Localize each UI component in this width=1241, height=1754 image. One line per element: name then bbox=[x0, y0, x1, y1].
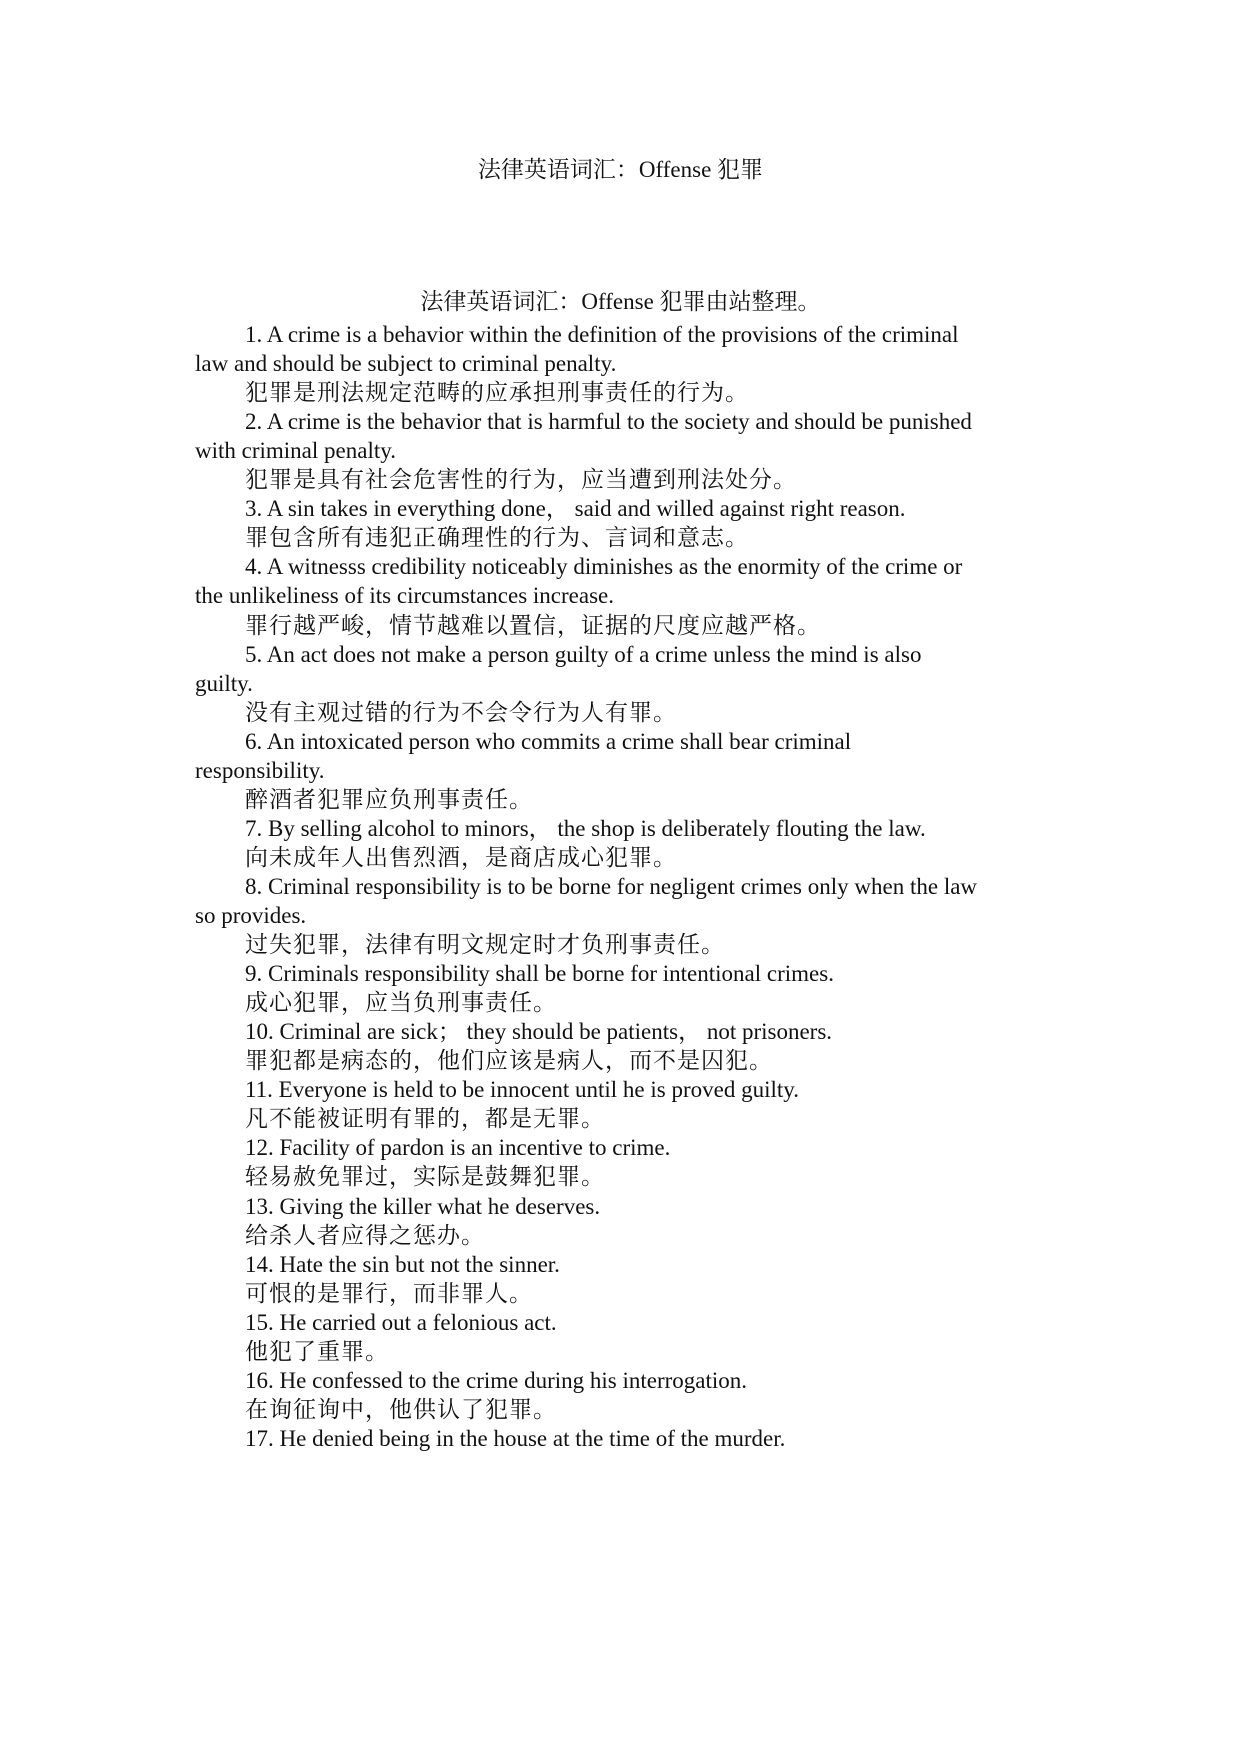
sentence-line: so provides. bbox=[195, 903, 307, 928]
sentence-line: 17. He denied being in the house at the time of the murder. bbox=[245, 1425, 786, 1451]
translation-line: 罪犯都是病态的，他们应该是病人，而不是囚犯。 bbox=[245, 1048, 773, 1074]
translation-line: 凡不能被证明有罪的，都是无罪。 bbox=[245, 1106, 605, 1132]
sentence-line: 11. Everyone is held to be innocent until he is proved guilty. bbox=[245, 1077, 800, 1103]
translation-line: 醉酒者犯罪应负刑事责任。 bbox=[245, 786, 533, 812]
sentence-line: 10. Criminal are sick； they should be patients， not prisoners. bbox=[245, 1019, 833, 1045]
sentence-line: with criminal penalty. bbox=[195, 438, 396, 464]
translation-line: 给杀人者应得之惩办。 bbox=[245, 1222, 485, 1248]
sentence-line: 1. A crime is a behavior within the definition of the provisions of the criminal bbox=[245, 322, 959, 347]
document-title: 法律英语词汇：Offense 犯罪 bbox=[477, 157, 764, 182]
sentence-line: 8. Criminal responsibility is to be borne for negligent crimes only when the law bbox=[245, 873, 978, 899]
translation-line: 过失犯罪，法律有明文规定时才负刑事责任。 bbox=[245, 932, 725, 958]
translation-line: 罪行越严峻，情节越难以置信，证据的尺度应越严格。 bbox=[245, 612, 821, 638]
sentence-line: 15. He carried out a felonious act. bbox=[245, 1309, 557, 1335]
translation-line: 他犯了重罪。 bbox=[245, 1338, 389, 1364]
sentence-line: 2. A crime is the behavior that is harmful to the society and should be punished bbox=[245, 409, 972, 435]
translation-line: 犯罪是具有社会危害性的行为，应当遭到刑法处分。 bbox=[245, 467, 797, 493]
sentence-line: the unlikeliness of its circumstances increase. bbox=[195, 583, 614, 609]
sentence-line: 6. An intoxicated person who commits a crime shall bear criminal bbox=[245, 728, 852, 754]
translation-line: 向未成年人出售烈酒，是商店成心犯罪。 bbox=[245, 844, 677, 870]
sentence-line: guilty. bbox=[195, 670, 253, 696]
translation-line: 罪包含所有违犯正确理性的行为、言词和意志。 bbox=[245, 525, 749, 551]
sentence-line: 5. An act does not make a person guilty of a crime unless the mind is also bbox=[245, 641, 922, 667]
sentence-line: 16. He confessed to the crime during his interrogation. bbox=[245, 1367, 748, 1393]
translation-line: 成心犯罪，应当负刑事责任。 bbox=[245, 990, 557, 1016]
sentence-line: 12. Facility of pardon is an incentive to crime. bbox=[245, 1135, 671, 1161]
sentence-line: 3. A sin takes in everything done， said and willed against right reason. bbox=[245, 496, 906, 522]
sentence-line: 13. Giving the killer what he deserves. bbox=[245, 1193, 601, 1219]
sentence-line: responsibility. bbox=[195, 757, 325, 783]
translation-line: 在询征询中，他供认了犯罪。 bbox=[245, 1396, 557, 1422]
sentence-line: 14. Hate the sin but not the sinner. bbox=[245, 1251, 560, 1277]
intro-line: 法律英语词汇：Offense 犯罪由站整理。 bbox=[420, 289, 821, 314]
translation-line: 没有主观过错的行为不会令行为人有罪。 bbox=[245, 699, 677, 725]
translation-line: 轻易赦免罪过，实际是鼓舞犯罪。 bbox=[245, 1164, 605, 1190]
sentence-line: 9. Criminals responsibility shall be borne for intentional crimes. bbox=[245, 961, 834, 987]
sentence-line: law and should be subject to criminal penalty. bbox=[195, 351, 617, 377]
translation-line: 可恨的是罪行，而非罪人。 bbox=[245, 1280, 533, 1306]
sentence-line: 7. By selling alcohol to minors， the shop is deliberately flouting the law. bbox=[245, 815, 926, 841]
translation-line: 犯罪是刑法规定范畴的应承担刑事责任的行为。 bbox=[245, 380, 749, 406]
sentence-line: 4. A witnesss credibility noticeably diminishes as the enormity of the crime or bbox=[245, 554, 963, 580]
